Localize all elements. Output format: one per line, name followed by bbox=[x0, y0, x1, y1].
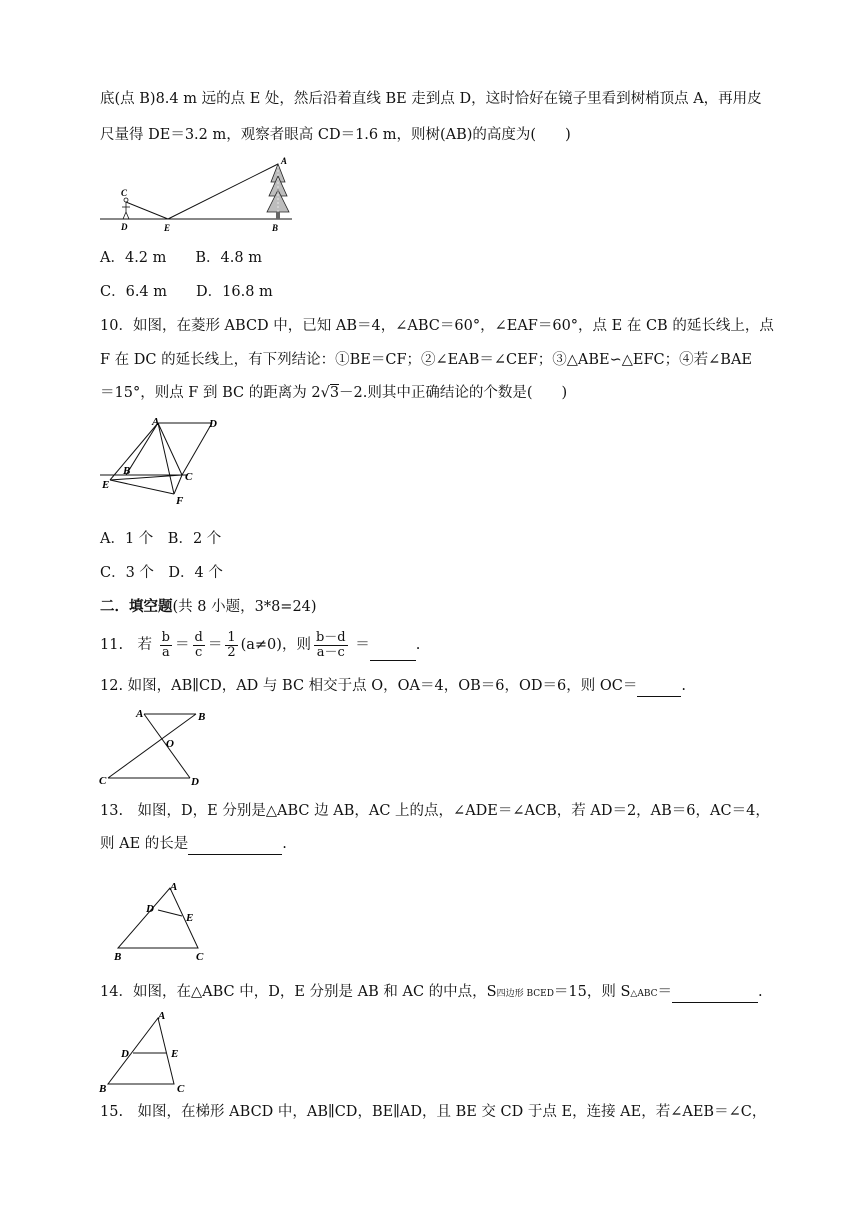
q11-f4-num: b－d bbox=[315, 629, 346, 645]
q13-label-a: A bbox=[170, 881, 178, 893]
q10-sqrt-radicand: 3 bbox=[329, 385, 340, 401]
q10-line3-text-b: －2.则其中正确结论的个数是( ) bbox=[339, 385, 568, 401]
q12-label-b: B bbox=[198, 711, 206, 723]
q12-label-c: C bbox=[99, 775, 107, 787]
q12-suffix: . bbox=[681, 678, 686, 694]
q11-line: 11. 若 $\frac{b}{a}$ ＝ $\frac{d}{c}$ ＝ $\frac{1}{2}$ (a≠0)，则 $\frac{b-d}{a-c}$ ＝ . bbox=[100, 629, 421, 660]
q11-f3-num: 1 bbox=[227, 629, 236, 645]
q14-label-c: C bbox=[177, 1083, 185, 1095]
q12-label-a: A bbox=[136, 708, 144, 720]
q15-line1: 15. 如图，在梯形 ABCD 中，AB∥CD，BE∥AD，且 BE 交 CD 于点 E，连接 AE，若∠AEB＝∠C， bbox=[100, 1104, 767, 1120]
q14-sub-triangle: △ABC bbox=[630, 989, 658, 999]
q9-line2: 尺量得 DE＝3.2 m，观察者眼高 CD＝1.6 m，则树(AB)的高度为( ) bbox=[100, 127, 571, 143]
q13-suffix: . bbox=[282, 836, 287, 852]
q14-sub-quad: 四边形 BCED bbox=[496, 989, 554, 999]
q11-answer-blank[interactable] bbox=[370, 630, 416, 661]
q14-text-b: ＝15，则 S bbox=[553, 984, 631, 1000]
q12-answer-blank[interactable] bbox=[637, 676, 681, 697]
q10-options-row2: C．3 个 D．4 个 bbox=[100, 565, 223, 581]
q9-line1: 底(点 B)8.4 m 远的点 E 处，然后沿着直线 BE 走到点 D，这时恰好在镜子里看到树梢顶点 A，再用皮 bbox=[100, 91, 762, 107]
q14-text-c: ＝ bbox=[657, 984, 673, 1000]
section2-note: (共 8 小题，3*8=24) bbox=[172, 599, 317, 615]
q14-line bbox=[100, 982, 780, 1004]
q12-figure bbox=[96, 702, 208, 788]
q11-fraction-b-over-a bbox=[160, 631, 172, 660]
q9-options-row1: A．4.2 m B．4.8 m bbox=[100, 250, 262, 266]
q10-line1: 10．如图，在菱形 ABCD 中，已知 AB＝4，∠ABC＝60°，∠EAF＝60°，点 E 在 CB 的延长线上，点 bbox=[100, 318, 774, 334]
q14-text-a: 14．如图，在△ABC 中，D，E 分别是 AB 和 AC 的中点，S bbox=[100, 984, 497, 1000]
section2-title: 二．填空题 bbox=[100, 598, 173, 615]
q12-text: 12. 如图，AB∥CD，AD 与 BC 相交于点 O，OA＝4，OB＝6，OD＝6，则 OC＝ bbox=[100, 678, 638, 694]
q14-label-d: D bbox=[121, 1048, 129, 1060]
q10-line3 bbox=[100, 383, 780, 403]
q11-fraction-one-half bbox=[225, 631, 237, 660]
q12-label-o: O bbox=[166, 738, 174, 750]
sqrt-symbol: √ bbox=[320, 385, 330, 401]
q13-answer-blank[interactable] bbox=[188, 834, 282, 855]
q14-answer-blank[interactable] bbox=[672, 982, 758, 1003]
q14-label-a: A bbox=[158, 1010, 166, 1022]
q10-label-c: C bbox=[185, 471, 193, 483]
q12-line bbox=[100, 676, 780, 697]
q13-label-c: C bbox=[196, 951, 204, 963]
q10-label-e: E bbox=[102, 479, 110, 491]
q13-line1: 13. 如图，D，E 分别是△ABC 边 AB，AC 上的点，∠ADE＝∠ACB，若 AD＝2，AB＝6，AC＝4， bbox=[100, 803, 770, 819]
q9-label-b: B bbox=[272, 223, 279, 233]
q14-label-e: E bbox=[171, 1048, 179, 1060]
q11-f4-den: a－c bbox=[316, 644, 345, 660]
q10-label-a: A bbox=[152, 416, 160, 428]
q9-options-row2: C．6.4 m D．16.8 m bbox=[100, 284, 273, 300]
q14-figure bbox=[96, 1008, 194, 1096]
q14-label-b: B bbox=[99, 1083, 107, 1095]
q9-figure bbox=[98, 152, 298, 236]
q13-line2 bbox=[100, 834, 780, 855]
q11-eq: ＝ bbox=[355, 637, 370, 653]
q13-label-b: B bbox=[114, 951, 122, 963]
q11-f1-num: b bbox=[161, 629, 170, 645]
section2-heading bbox=[100, 597, 780, 617]
q9-label-c: C bbox=[121, 188, 128, 198]
q11-f1-den: a bbox=[161, 644, 170, 660]
q9-label-e: E bbox=[164, 223, 171, 233]
q13-figure bbox=[110, 876, 218, 964]
q11-f2-num: d bbox=[194, 629, 203, 645]
q10-label-d: D bbox=[209, 418, 217, 430]
q11-prefix: 11. 若 bbox=[100, 637, 153, 653]
q14-suffix: . bbox=[758, 984, 763, 1000]
q11-f2-den: c bbox=[195, 644, 203, 660]
q10-figure bbox=[96, 414, 228, 510]
q9-label-d: D bbox=[121, 222, 128, 232]
q11-mid: (a≠0)，则 bbox=[240, 637, 311, 653]
q13-line2-text: 则 AE 的长是 bbox=[100, 836, 189, 852]
q9-label-a: A bbox=[281, 156, 288, 166]
q11-fraction-d-over-c bbox=[193, 631, 205, 660]
q10-label-b: B bbox=[123, 465, 131, 477]
q10-line2: F 在 DC 的延长线上，有下列结论：①BE＝CF；②∠EAB＝∠CEF；③△ABE∽△EFC；④若∠BAE bbox=[100, 352, 753, 368]
q13-label-d: D bbox=[146, 903, 154, 915]
q10-options-row1: A．1 个 B．2 个 bbox=[100, 531, 222, 547]
q12-label-d: D bbox=[191, 776, 199, 788]
q11-fraction-result bbox=[314, 631, 348, 660]
q11-suffix: . bbox=[415, 637, 421, 653]
q10-label-f: F bbox=[176, 495, 184, 507]
q11-f3-den: 2 bbox=[227, 644, 236, 660]
q13-label-e: E bbox=[186, 912, 194, 924]
q10-line3-text-a: ＝15°，则点 F 到 BC 的距离为 2 bbox=[100, 385, 321, 401]
